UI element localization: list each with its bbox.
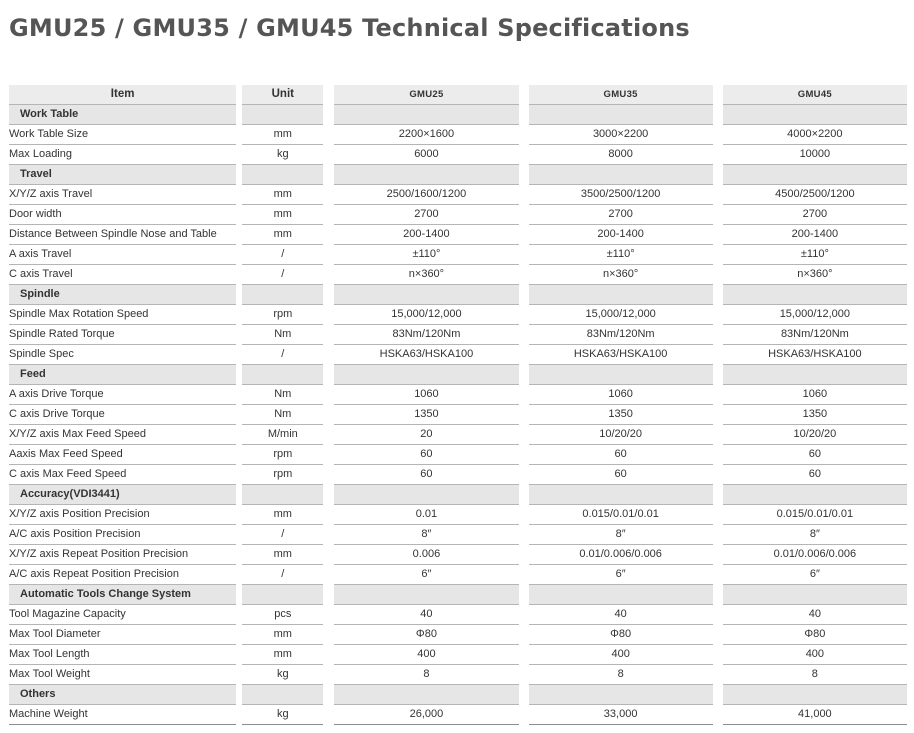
spec-value-gmu45: 2700 xyxy=(723,205,907,225)
spec-item: X/Y/Z axis Position Precision xyxy=(9,505,236,525)
spec-value-gmu25: 8 xyxy=(334,665,518,685)
spec-value-gmu45: 8 xyxy=(723,665,907,685)
header-model-gmu35: GMU35 xyxy=(529,85,713,105)
table-row xyxy=(9,645,907,665)
spec-value-gmu45: n×360° xyxy=(723,265,907,285)
spec-value-gmu25: 60 xyxy=(334,445,518,465)
spec-value-gmu35: 6″ xyxy=(529,565,713,585)
spec-unit: / xyxy=(242,245,323,265)
spec-unit: mm xyxy=(242,125,323,145)
spec-unit: mm xyxy=(242,545,323,565)
spec-value-gmu25: 2700 xyxy=(334,205,518,225)
spec-value-gmu25: n×360° xyxy=(334,265,518,285)
section-title: Automatic Tools Change System xyxy=(9,585,236,605)
spec-value-gmu25: 6000 xyxy=(334,145,518,165)
spec-value-gmu35: 2700 xyxy=(529,205,713,225)
table-row xyxy=(9,245,907,265)
spec-value-gmu45: 60 xyxy=(723,445,907,465)
spec-value-gmu35: 33,000 xyxy=(529,705,713,725)
spec-unit: mm xyxy=(242,185,323,205)
spec-item: A/C axis Position Precision xyxy=(9,525,236,545)
spec-value-gmu45: 200-1400 xyxy=(723,225,907,245)
section-feed xyxy=(9,365,907,385)
spec-unit: Nm xyxy=(242,405,323,425)
spec-item: Max Tool Length xyxy=(9,645,236,665)
table-row xyxy=(9,345,907,365)
table-row xyxy=(9,385,907,405)
spec-item: C axis Travel xyxy=(9,265,236,285)
spec-item: Machine Weight xyxy=(9,705,236,725)
spec-value-gmu45: Φ80 xyxy=(723,625,907,645)
spec-value-gmu45: 400 xyxy=(723,645,907,665)
section-accuracy-vdi3441 xyxy=(9,485,907,505)
spec-item: Spindle Spec xyxy=(9,345,236,365)
spec-value-gmu35: 1060 xyxy=(529,385,713,405)
spec-unit: / xyxy=(242,565,323,585)
header-model-gmu25: GMU25 xyxy=(334,85,518,105)
spec-item: Spindle Rated Torque xyxy=(9,325,236,345)
table-row xyxy=(9,665,907,685)
spec-value-gmu45: 41,000 xyxy=(723,705,907,725)
spec-value-gmu45: 4500/2500/1200 xyxy=(723,185,907,205)
section-title: Travel xyxy=(9,165,236,185)
spec-value-gmu35: 40 xyxy=(529,605,713,625)
section-automatic-tools-change-system xyxy=(9,585,907,605)
spec-value-gmu45: 6″ xyxy=(723,565,907,585)
section-title: Accuracy(VDI3441) xyxy=(9,485,236,505)
table-row xyxy=(9,625,907,645)
table-row xyxy=(9,425,907,445)
table-row xyxy=(9,445,907,465)
spec-value-gmu25: 0.006 xyxy=(334,545,518,565)
table-row xyxy=(9,325,907,345)
spec-value-gmu45: 40 xyxy=(723,605,907,625)
table-row xyxy=(9,605,907,625)
spec-item: X/Y/Z axis Travel xyxy=(9,185,236,205)
section-travel xyxy=(9,165,907,185)
table-row xyxy=(9,565,907,585)
spec-value-gmu25: ±110° xyxy=(334,245,518,265)
spec-unit: rpm xyxy=(242,445,323,465)
spec-unit: M/min xyxy=(242,425,323,445)
spec-item: Spindle Max Rotation Speed xyxy=(9,305,236,325)
spec-item: X/Y/Z axis Repeat Position Precision xyxy=(9,545,236,565)
spec-value-gmu25: 15,000/12,000 xyxy=(334,305,518,325)
spec-value-gmu25: 200-1400 xyxy=(334,225,518,245)
spec-value-gmu35: 400 xyxy=(529,645,713,665)
spec-unit: rpm xyxy=(242,305,323,325)
table-row xyxy=(9,145,907,165)
spec-unit: kg xyxy=(242,665,323,685)
section-others xyxy=(9,685,907,705)
spec-value-gmu25: Φ80 xyxy=(334,625,518,645)
section-spindle xyxy=(9,285,907,305)
spec-value-gmu25: 1060 xyxy=(334,385,518,405)
spec-unit: mm xyxy=(242,625,323,645)
spec-value-gmu25: 20 xyxy=(334,425,518,445)
spec-unit: mm xyxy=(242,645,323,665)
spec-value-gmu45: 60 xyxy=(723,465,907,485)
table-row xyxy=(9,225,907,245)
spec-value-gmu35: 8″ xyxy=(529,525,713,545)
table-header-row xyxy=(9,85,907,105)
page-title: GMU25 / GMU35 / GMU45 Technical Specifications xyxy=(9,14,690,42)
spec-value-gmu35: HSKA63/HSKA100 xyxy=(529,345,713,365)
spec-value-gmu45: 0.015/0.01/0.01 xyxy=(723,505,907,525)
spec-value-gmu25: 60 xyxy=(334,465,518,485)
section-title: Others xyxy=(9,685,236,705)
header-model-gmu45: GMU45 xyxy=(723,85,907,105)
spec-unit: Nm xyxy=(242,325,323,345)
spec-value-gmu35: 1350 xyxy=(529,405,713,425)
spec-value-gmu45: 10/20/20 xyxy=(723,425,907,445)
spec-item: Max Tool Diameter xyxy=(9,625,236,645)
spec-value-gmu45: 4000×2200 xyxy=(723,125,907,145)
spec-value-gmu25: 6″ xyxy=(334,565,518,585)
spec-unit: kg xyxy=(242,705,323,725)
spec-value-gmu35: 0.015/0.01/0.01 xyxy=(529,505,713,525)
table-row xyxy=(9,265,907,285)
spec-value-gmu35: 15,000/12,000 xyxy=(529,305,713,325)
spec-value-gmu35: ±110° xyxy=(529,245,713,265)
header-item: Item xyxy=(9,85,236,105)
spec-value-gmu35: 3000×2200 xyxy=(529,125,713,145)
spec-item: C axis Max Feed Speed xyxy=(9,465,236,485)
spec-value-gmu35: 0.01/0.006/0.006 xyxy=(529,545,713,565)
spec-item: Distance Between Spindle Nose and Table xyxy=(9,225,236,245)
spec-unit: Nm xyxy=(242,385,323,405)
spec-value-gmu35: 200-1400 xyxy=(529,225,713,245)
table-row xyxy=(9,525,907,545)
section-title: Feed xyxy=(9,365,236,385)
spec-item: Door width xyxy=(9,205,236,225)
spec-value-gmu45: 0.01/0.006/0.006 xyxy=(723,545,907,565)
spec-item: Work Table Size xyxy=(9,125,236,145)
table-row xyxy=(9,545,907,565)
spec-value-gmu25: 2200×1600 xyxy=(334,125,518,145)
spec-unit: / xyxy=(242,525,323,545)
spec-value-gmu25: 8″ xyxy=(334,525,518,545)
spec-item: A axis Travel xyxy=(9,245,236,265)
spec-unit: pcs xyxy=(242,605,323,625)
spec-item: Max Loading xyxy=(9,145,236,165)
spec-value-gmu45: 1350 xyxy=(723,405,907,425)
spec-unit: rpm xyxy=(242,465,323,485)
spec-value-gmu45: ±110° xyxy=(723,245,907,265)
spec-value-gmu25: 83Nm/120Nm xyxy=(334,325,518,345)
section-work-table xyxy=(9,105,907,125)
spec-item: X/Y/Z axis Max Feed Speed xyxy=(9,425,236,445)
spec-value-gmu35: 3500/2500/1200 xyxy=(529,185,713,205)
spec-value-gmu35: n×360° xyxy=(529,265,713,285)
spec-value-gmu45: HSKA63/HSKA100 xyxy=(723,345,907,365)
spec-value-gmu35: 83Nm/120Nm xyxy=(529,325,713,345)
spec-item: Max Tool Weight xyxy=(9,665,236,685)
spec-unit: / xyxy=(242,265,323,285)
table-row xyxy=(9,185,907,205)
spec-item: Aaxis Max Feed Speed xyxy=(9,445,236,465)
spec-unit: mm xyxy=(242,205,323,225)
spec-value-gmu35: 8 xyxy=(529,665,713,685)
spec-unit: mm xyxy=(242,225,323,245)
spec-value-gmu35: 8000 xyxy=(529,145,713,165)
spec-value-gmu25: 40 xyxy=(334,605,518,625)
section-title: Spindle xyxy=(9,285,236,305)
spec-body xyxy=(9,105,907,725)
table-row xyxy=(9,125,907,145)
spec-value-gmu45: 1060 xyxy=(723,385,907,405)
spec-value-gmu35: 60 xyxy=(529,445,713,465)
spec-value-gmu25: 1350 xyxy=(334,405,518,425)
spec-value-gmu25: 2500/1600/1200 xyxy=(334,185,518,205)
header-unit: Unit xyxy=(242,85,323,105)
spec-table xyxy=(9,85,907,725)
spec-value-gmu45: 8″ xyxy=(723,525,907,545)
spec-item: A/C axis Repeat Position Precision xyxy=(9,565,236,585)
spec-value-gmu25: 400 xyxy=(334,645,518,665)
spec-value-gmu25: HSKA63/HSKA100 xyxy=(334,345,518,365)
spec-value-gmu45: 10000 xyxy=(723,145,907,165)
spec-item: C axis Drive Torque xyxy=(9,405,236,425)
table-row xyxy=(9,405,907,425)
spec-unit: mm xyxy=(242,505,323,525)
spec-value-gmu25: 0.01 xyxy=(334,505,518,525)
table-row xyxy=(9,465,907,485)
section-title: Work Table xyxy=(9,105,236,125)
table-row xyxy=(9,305,907,325)
table-row xyxy=(9,505,907,525)
spec-value-gmu45: 15,000/12,000 xyxy=(723,305,907,325)
spec-value-gmu45: 83Nm/120Nm xyxy=(723,325,907,345)
spec-value-gmu25: 26,000 xyxy=(334,705,518,725)
spec-item: A axis Drive Torque xyxy=(9,385,236,405)
spec-unit: kg xyxy=(242,145,323,165)
table-row xyxy=(9,205,907,225)
spec-item: Tool Magazine Capacity xyxy=(9,605,236,625)
table-row xyxy=(9,705,907,725)
spec-value-gmu35: Φ80 xyxy=(529,625,713,645)
spec-value-gmu35: 60 xyxy=(529,465,713,485)
spec-value-gmu35: 10/20/20 xyxy=(529,425,713,445)
spec-unit: / xyxy=(242,345,323,365)
